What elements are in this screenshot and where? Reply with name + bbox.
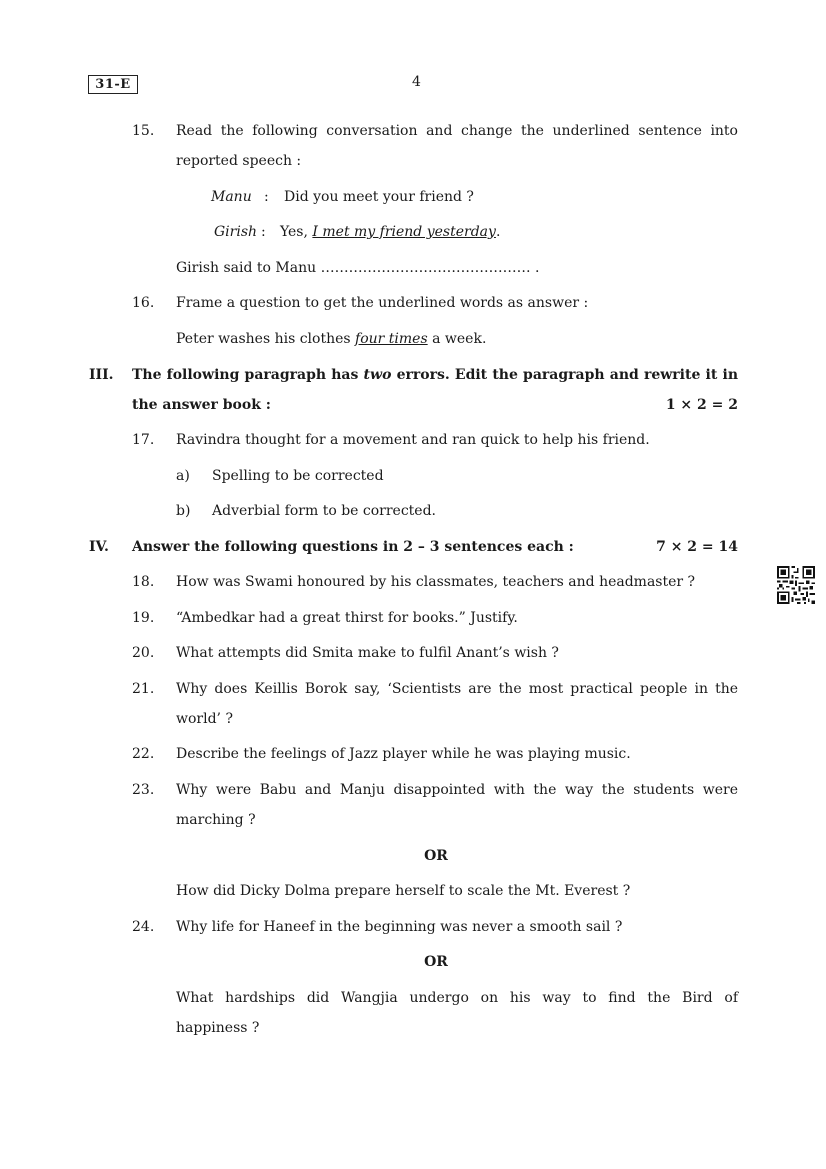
question-23-line-1: Why were Babu and Manju disappointed with the way the students were [176, 782, 738, 798]
girish-dialogue-suffix: . [495, 224, 501, 240]
section-number-3: III. [89, 367, 114, 383]
section-4-marks: 7 × 2 = 14 [656, 539, 738, 555]
question-15-line-2: reported speech : [176, 153, 302, 169]
answer-blank-line: Girish said to Manu ……………………………………… . [176, 260, 540, 276]
speaker-separator: : [261, 224, 266, 240]
section-3-text-a: The following paragraph has [132, 367, 359, 383]
question-24-alternative-line-1: What hardships did Wangjia undergo on his way to find the Bird of [176, 990, 738, 1006]
or-separator: OR [424, 954, 448, 970]
question-number-20: 20. [132, 645, 155, 661]
section-3-text-italic: two [363, 367, 392, 383]
question-20-text: What attempts did Smita make to fulfil Anant’s wish ? [176, 645, 559, 661]
section-3-instruction-line-1 [132, 367, 738, 383]
or-separator: OR [424, 848, 448, 864]
question-16-line-2 [176, 331, 486, 347]
manu-dialogue: Did you meet your friend ? [284, 189, 474, 205]
option-b-label: b) [176, 503, 191, 519]
question-23-line-2: marching ? [176, 812, 256, 828]
question-18-text: How was Swami honoured by his classmates, teachers and headmaster ? [176, 574, 696, 590]
question-number-18: 18. [132, 574, 155, 590]
section-3-text-b: errors. Edit the paragraph and rewrite it in [396, 367, 739, 383]
section-3-marks: 1 × 2 = 2 [665, 397, 738, 413]
speaker-separator: : [264, 189, 269, 205]
question-number-15: 15. [132, 123, 155, 139]
section-4-instruction: Answer the following questions in 2 – 3 sentences each : [132, 539, 574, 555]
speaker-girish: Girish [214, 224, 258, 240]
underlined-sentence: I met my friend yesterday [312, 224, 496, 240]
option-b-text: Adverbial form to be corrected. [212, 503, 437, 519]
section-3-instruction-line-2: the answer book : [132, 397, 271, 413]
question-24-text: Why life for Haneef in the beginning was never a smooth sail ? [176, 919, 623, 935]
question-21-line-1: Why does Keillis Borok say, ‘Scientists are the most practical people in the [176, 681, 738, 697]
question-21-line-2: world’ ? [176, 711, 233, 727]
page-number: 4 [412, 74, 421, 90]
question-number-24: 24. [132, 919, 155, 935]
question-23-alternative: How did Dicky Dolma prepare herself to scale the Mt. Everest ? [176, 883, 631, 899]
speaker-manu: Manu [211, 189, 252, 205]
question-number-21: 21. [132, 681, 155, 697]
underlined-words: four times [355, 331, 428, 347]
question-15-line-1: Read the following conversation and change the underlined sentence into [176, 123, 738, 139]
question-24-alternative-line-2: happiness ? [176, 1020, 260, 1036]
question-number-17: 17. [132, 432, 155, 448]
question-19-text: “Ambedkar had a great thirst for books.” Justify. [176, 610, 518, 626]
girish-dialogue-prefix: Yes, [280, 224, 308, 240]
question-number-16: 16. [132, 295, 155, 311]
question-number-23: 23. [132, 782, 155, 798]
section-number-4: IV. [89, 539, 109, 555]
question-number-22: 22. [132, 746, 155, 762]
girish-dialogue [280, 224, 500, 240]
paper-code-box: 31-E [88, 75, 138, 94]
option-a-label: a) [176, 468, 190, 484]
question-22-text: Describe the feelings of Jazz player while he was playing music. [176, 746, 631, 762]
q16-suffix: a week. [432, 331, 487, 347]
question-17-text: Ravindra thought for a movement and ran quick to help his friend. [176, 432, 650, 448]
option-a-text: Spelling to be corrected [212, 468, 384, 484]
q16-prefix: Peter washes his clothes [176, 331, 351, 347]
question-16-line-1: Frame a question to get the underlined words as answer : [176, 295, 589, 311]
question-number-19: 19. [132, 610, 155, 626]
qr-code-icon [777, 566, 815, 604]
